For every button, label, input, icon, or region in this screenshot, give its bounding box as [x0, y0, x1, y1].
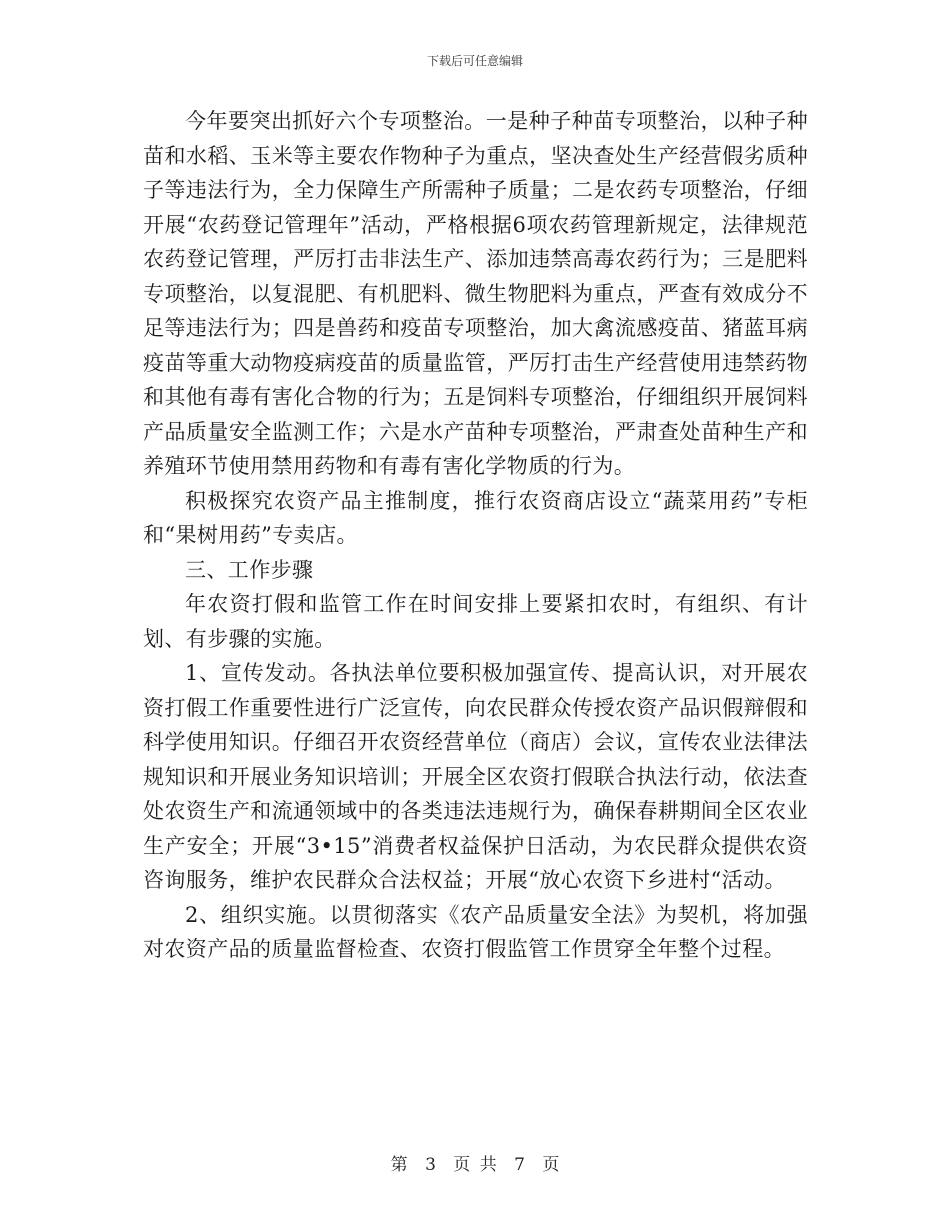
section-heading-work-steps: 三、工作步骤: [185, 557, 314, 582]
paragraph-step-implementation: 2、组织实施。以贯彻落实《农产品质量安全法》为契机，将加强对农资产品的质量监督检查、农资打假监管工作贯穿全年整个过程。: [143, 902, 808, 961]
page-number-mid: 页 共: [453, 1155, 497, 1175]
paragraph-schedule: 年农资打假和监管工作在时间安排上要紧扣农时，有组织、有计划、有步骤的实施。: [143, 592, 808, 651]
page-header: 下载后可任意编辑: [426, 54, 523, 68]
page-number-current: 3: [425, 1155, 436, 1175]
paragraph-special-rectification: 今年要突出抓好六个专项整治。一是种子种苗专项整治，以种子种苗和水稻、玉米等主要农作物种子为重点，坚决查处生产经营假劣质种子等违法行为，全力保障生产所需种子质量；二是农药专项整治，仔细开展“农药登记管理年”活动，严格根据6项农药管理新规定，法律规范农药登记管理，严厉打击非法生产、添加违禁高毒农药行为；三是肥料专项整治，以复混肥、有机肥料、微生物肥料为重点，严查有效成分不足等违法行为；四是兽药和疫苗专项整治，加大禽流感疫苗、猪蓝耳病疫苗等重大动物疫病疫苗的质量监管，严厉打击生产经营使用违禁药物和其他有毒有害化合物的行为；五是饲料专项整治，仔细组织开展饲料产品质量安全监测工作；六是水产苗种专项整治，严肃查处苗种生产和养殖环节使用禁用药物和有毒有害化学物质的行为。: [143, 109, 808, 478]
page-number-total: 7: [514, 1155, 525, 1175]
paragraph-step-publicity: 1、宣传发动。各执法单位要积极加强宣传、提高认识，对开展农资打假工作重要性进行广泛宣传，向农民群众传授农资产品识假辩假和科学使用知识。仔细召开农资经营单位（商店）会议，宣传农业法律法规知识和开展业务知识培训；开展全区农资打假联合执法行动，依法查处农资生产和流通领域中的各类违法违规行为，确保春耕期间全区农业生产安全；开展“3•15”消费者权益保护日活动，为农民群众提供农资咨询服务，维护农民群众合法权益；开展“放心农资下乡进村“活动。: [143, 661, 808, 892]
paragraph-promotion-system: 积极探究农资产品主推制度，推行农资商店设立“蔬菜用药”专柜和“果树用药”专卖店。: [143, 488, 808, 547]
page-number-prefix: 第: [390, 1155, 408, 1175]
page-footer: [0, 1150, 950, 1175]
page-number-suffix: 页: [542, 1155, 560, 1175]
document-body: [143, 104, 808, 967]
